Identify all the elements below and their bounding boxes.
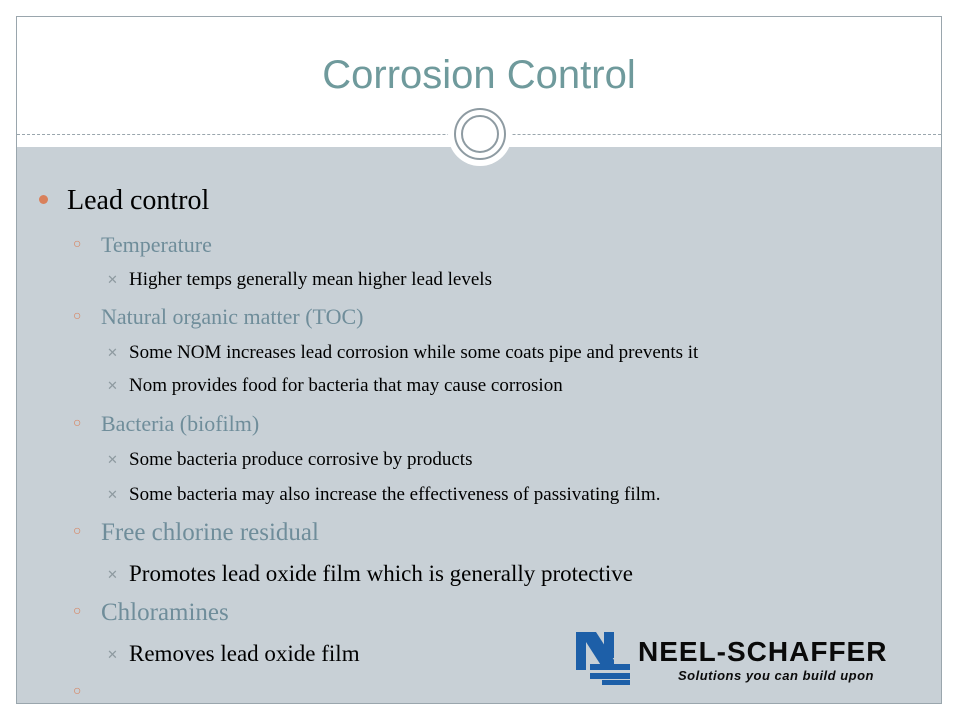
- item-chlorine-1-text: Promotes lead oxide film which is generally protective: [129, 561, 633, 586]
- circle-bullet-icon: ○: [73, 236, 82, 252]
- cross-bullet-icon: ✕: [107, 377, 118, 393]
- circle-bullet-icon: ○: [73, 308, 82, 324]
- circle-bullet-icon: ○: [73, 604, 82, 620]
- item-chloramines-1-text: Removes lead oxide film: [129, 641, 360, 666]
- subbullet-empty: [73, 679, 101, 704]
- cross-bullet-icon: ✕: [107, 486, 118, 502]
- item-chlorine-1: [107, 561, 633, 587]
- subbullet-bacteria-text: Bacteria (biofilm): [101, 411, 260, 436]
- logo-mark-icon: [574, 630, 634, 686]
- slide-title: Corrosion Control: [322, 53, 636, 97]
- bullet-lead-control: [39, 185, 209, 217]
- circle-bullet-icon: ○: [73, 524, 82, 540]
- neel-schaffer-logo: [574, 630, 914, 686]
- item-temp-1-text: Higher temps generally mean higher lead levels: [129, 269, 492, 290]
- subbullet-free-chlorine: [73, 519, 319, 547]
- item-nom-1-text: Some NOM increases lead corrosion while some coats pipe and prevents it: [129, 342, 699, 363]
- circle-bullet-icon: ○: [73, 415, 82, 431]
- item-nom-2: [107, 375, 563, 397]
- subbullet-bacteria: [73, 411, 259, 437]
- subbullet-chloramines: [73, 599, 229, 627]
- ornament-ring-inner: [461, 115, 499, 153]
- cross-bullet-icon: ✕: [107, 646, 118, 662]
- subbullet-free-chlorine-text: Free chlorine residual: [101, 519, 319, 546]
- subbullet-nom-text: Natural organic matter (TOC): [101, 304, 364, 329]
- item-temp-1: [107, 269, 492, 291]
- item-bact-1: [107, 449, 472, 471]
- bullet-dot-icon: [39, 195, 48, 204]
- subbullet-nom: [73, 304, 364, 330]
- ornament-ring-icon: [454, 108, 506, 160]
- cross-bullet-icon: ✕: [107, 566, 118, 582]
- subbullet-temperature-text: Temperature: [101, 232, 212, 257]
- circle-bullet-icon: ○: [73, 684, 82, 700]
- subbullet-temperature: [73, 232, 212, 258]
- item-nom-2-text: Nom provides food for bacteria that may cause corrosion: [129, 375, 563, 396]
- cross-bullet-icon: ✕: [107, 344, 118, 360]
- slide: [16, 16, 942, 704]
- bullet-lead-control-text: Lead control: [67, 185, 210, 216]
- logo-name: NEEL-SCHAFFER: [638, 636, 888, 667]
- subbullet-chloramines-text: Chloramines: [101, 599, 229, 626]
- logo-tagline: Solutions you can build upon: [678, 668, 874, 683]
- cross-bullet-icon: ✕: [107, 451, 118, 467]
- item-bact-1-text: Some bacteria produce corrosive by products: [129, 449, 473, 470]
- item-chloramines-1: [107, 641, 360, 667]
- cross-bullet-icon: ✕: [107, 271, 118, 287]
- item-bact-2-text: Some bacteria may also increase the effectiveness of passivating film.: [129, 484, 661, 505]
- item-nom-1: [107, 342, 698, 364]
- item-bact-2: [107, 484, 660, 506]
